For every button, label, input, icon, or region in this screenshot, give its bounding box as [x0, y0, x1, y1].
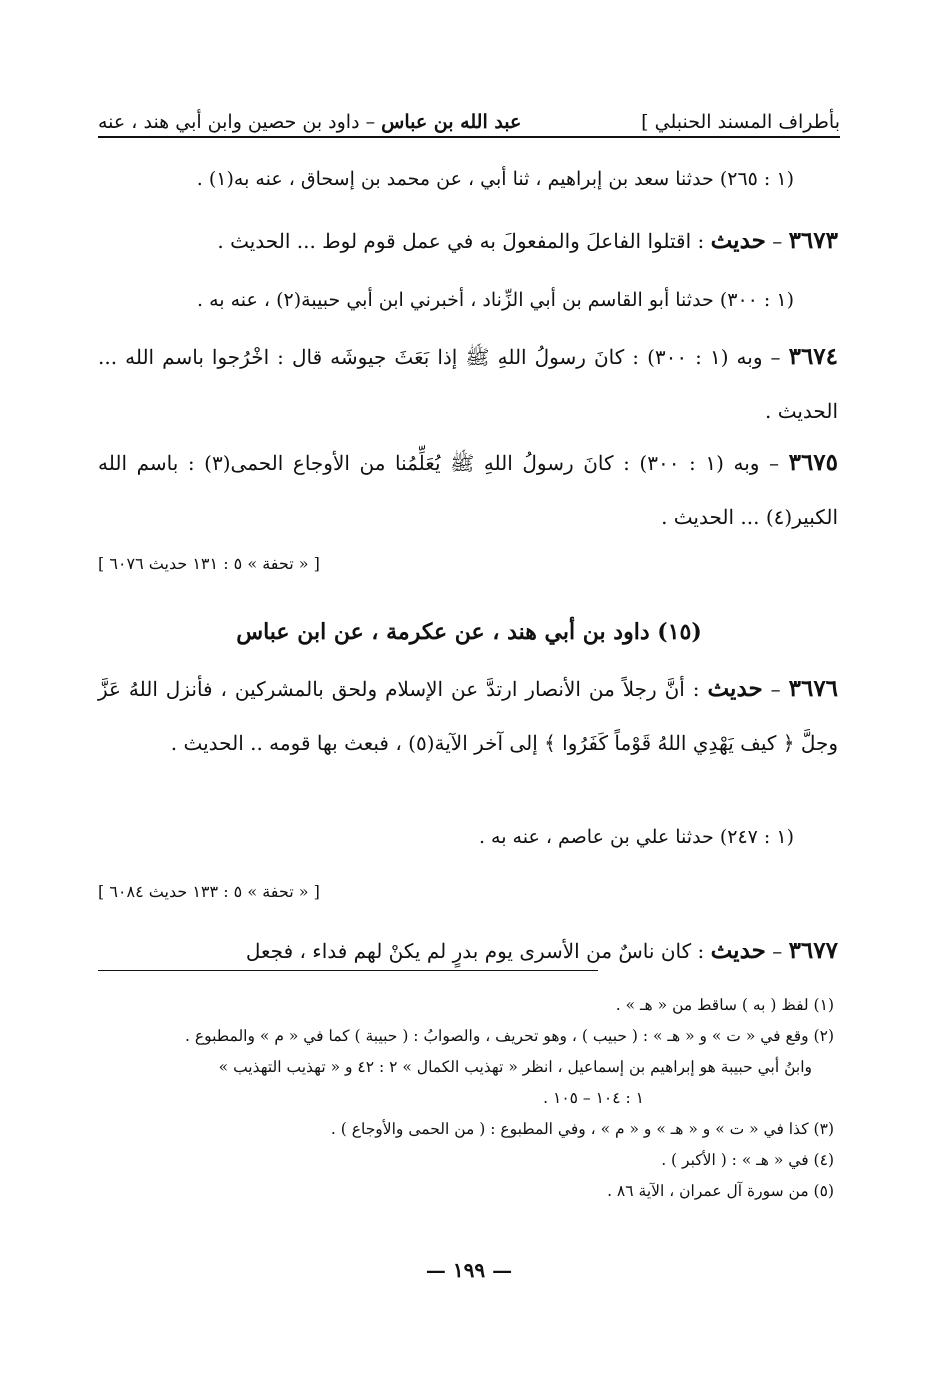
hadith-text: : أنَّ رجلاً من الأنصار ارتدَّ عن الإسلام ولحق بالمشركين ، فأنزل اللهُ عَزَّ وجلَّ ﴿ كيف يَهْدِي اللهُ قَوْماً كَفَرُوا ﴾ إلى آخر الآية(٥) ، فبعث بها قومه .. الحديث . [98, 677, 838, 755]
tuhfa-reference: [ « تحفة » ٥ : ١٣١ حديث ٦٠٧٦ ] [98, 554, 320, 573]
footnote-2-continued: وابنُ أبي حبيبة هو إبراهيم بن إسماعيل ، انظر « تهذيب الكمال » ٢ : ٤٢ و « تهذيب التهذيب » [218, 1058, 812, 1076]
hadith-number: ٣٦٧٣ [788, 227, 838, 254]
hadith-text: : اقتلوا الفاعلَ والمفعولَ به في عمل قوم لوط ... الحديث . [217, 229, 705, 253]
header-chapter-sub: – داود بن حصين وابن أبي هند ، عنه [98, 111, 376, 133]
tuhfa-reference: [ « تحفة » ٥ : ١٣٣ حديث ٦٠٨٤ ] [98, 882, 320, 901]
hadith-number: ٣٦٧٦ [788, 675, 839, 702]
footnote-1: (١) لفظ ( به ) ساقط من « هـ » . [615, 996, 834, 1014]
section-title: (١٥) داود بن أبي هند ، عن عكرمة ، عن ابن عباس [236, 619, 702, 645]
hadith-3677: ٣٦٧٧ – حديث : كان ناسٌ من الأسرى يوم بدرٍ لم يكنْ لهم فداء ، فجعل [245, 937, 838, 964]
hadith-label: حديث [707, 675, 763, 702]
footnote-2-continued: ١ : ١٠٤ – ١٠٥ . [543, 1089, 644, 1107]
footnote-3: (٣) كذا في « ت » و « هـ » و « م » ، وفي المطبوع : ( من الحمى والأوجاع ) . [330, 1120, 834, 1138]
header-chapter [98, 108, 521, 136]
footnotes [98, 990, 834, 1207]
hadith-3673: ٣٦٧٣ – حديث : اقتلوا الفاعلَ والمفعولَ به في عمل قوم لوط ... الحديث . [217, 227, 838, 254]
hadith-text: : كان ناسٌ من الأسرى يوم بدرٍ لم يكنْ لهم فداء ، فجعل [245, 939, 705, 963]
footnote-5: (٥) من سورة آل عمران ، الآية ٨٦ . [607, 1182, 834, 1200]
footnote-separator [98, 970, 598, 971]
header-chapter-name: عبد الله بن عباس [381, 111, 522, 133]
running-header [98, 100, 840, 138]
footnote-2: (٢) وقع في « ت » و « هـ » : ( حبيب ) ، وهو تحريف ، والصوابُ : ( حبيبة ) كما في « م » والمطبوع . [185, 1027, 834, 1045]
hadith-number: ٣٦٧٧ [788, 937, 838, 964]
chain-of-narration: (١ : ٢٤٧) حدثنا علي بن عاصم ، عنه به . [478, 826, 794, 848]
hadith-3676: ٣٦٧٦ – حديث : أنَّ رجلاً من الأنصار ارتدَّ عن الإسلام ولحق بالمشركين ، فأنزل اللهُ عَزَّ وجلَّ ﴿ كيف يَهْدِي اللهُ قَوْماً كَفَرُوا ﴾ إلى آخر الآية(٥) ، فبعث بها قومه .. الحديث . [98, 675, 839, 755]
hadith-text: – وبه (١ : ٣٠٠) : كانَ رسولُ اللهِ ﷺ إذا بَعَثَ جيوشَه قال : اخْرُجوا باسم الله ... الحديث . [98, 345, 838, 423]
page-number: — ١٩٩ — [425, 1258, 513, 1282]
chain-of-narration: (١ : ٢٦٥) حدثنا سعد بن إبراهيم ، ثنا أبي ، عن محمد بن إسحاق ، عنه به(١) . [196, 168, 794, 190]
hadith-3674 [98, 330, 838, 438]
hadith-label: حديث [710, 227, 766, 254]
hadith-number: ٣٦٧٥ [788, 449, 839, 476]
hadith-3675 [98, 436, 838, 544]
chain-of-narration: (١ : ٣٠٠) حدثنا أبو القاسم بن أبي الزِّناد ، أخبرني ابن أبي حبيبة(٢) ، عنه به . [197, 289, 794, 311]
hadith-label: حديث [710, 937, 766, 964]
footnote-4: (٤) في « هـ » : ( الأكبر ) . [661, 1151, 834, 1169]
hadith-text: – وبه (١ : ٣٠٠) : كانَ رسولُ اللهِ ﷺ يُعَلِّمُنا من الأوجاع الحمى(٣) : باسم الله الكبير(٤) ... الحديث . [98, 451, 838, 529]
hadith-number: ٣٦٧٤ [788, 343, 839, 370]
header-book-title: بأطراف المسند الحنبلي ] [641, 111, 840, 133]
